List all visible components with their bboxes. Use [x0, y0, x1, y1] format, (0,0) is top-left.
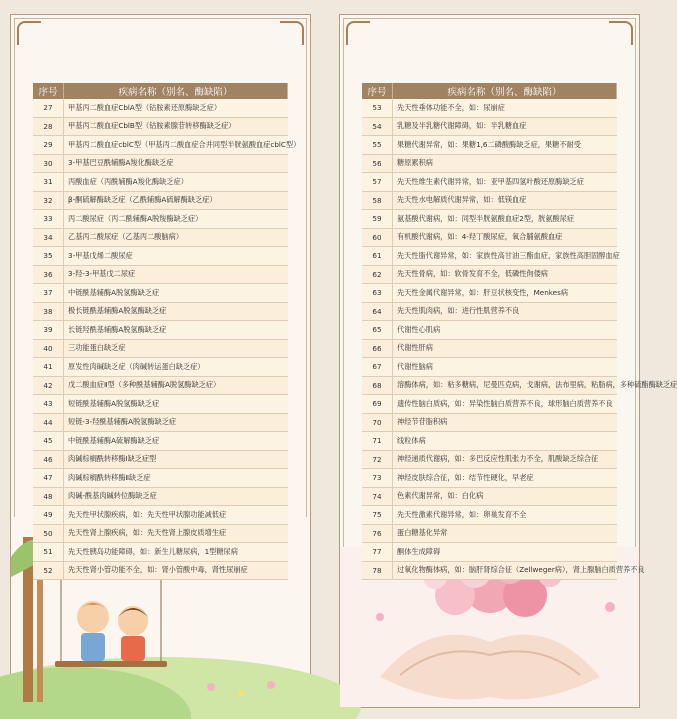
table-row — [362, 376, 617, 395]
row-number: 71 — [362, 432, 393, 451]
row-number: 34 — [33, 228, 64, 247]
disease-name: 氨基酸代谢病，如：同型半胱氨酸血症2型，胱氨酸尿症 — [393, 210, 617, 229]
disease-name: 原发性肉碱缺乏症（肉碱转运蛋白缺乏症） — [64, 358, 288, 377]
row-number: 39 — [33, 321, 64, 340]
table-row — [33, 450, 288, 469]
row-number: 77 — [362, 543, 393, 562]
row-number: 47 — [33, 469, 64, 488]
disease-name: 蛋白糖基化异常 — [393, 524, 617, 543]
row-number: 43 — [33, 395, 64, 414]
row-number: 69 — [362, 395, 393, 414]
header-name: 疾病名称（别名、酶缺陷） — [393, 83, 617, 99]
row-number: 46 — [33, 450, 64, 469]
row-number: 60 — [362, 228, 393, 247]
table-row — [362, 450, 617, 469]
table-row — [33, 228, 288, 247]
table-row — [33, 358, 288, 377]
disease-name: 神经节苷脂积病 — [393, 413, 617, 432]
row-number: 56 — [362, 154, 393, 173]
table-header — [362, 83, 617, 99]
row-number: 53 — [362, 99, 393, 117]
disease-name: 肉碱棕榈酰转移酶Ⅱ缺乏症 — [64, 469, 288, 488]
row-number: 70 — [362, 413, 393, 432]
table-row — [362, 506, 617, 525]
disease-name: 戊二酸血症Ⅱ型（多种酰基辅酶A脱氢酶缺乏症） — [64, 376, 288, 395]
row-number: 62 — [362, 265, 393, 284]
row-number: 33 — [33, 210, 64, 229]
table-row — [362, 191, 617, 210]
table-body — [362, 99, 677, 580]
row-number: 36 — [33, 265, 64, 284]
table-row — [362, 432, 617, 451]
table-row — [362, 543, 617, 562]
table-row — [33, 154, 288, 173]
header-name: 疾病名称（别名、酶缺陷） — [64, 83, 288, 99]
table-row — [33, 395, 288, 414]
row-number: 48 — [33, 487, 64, 506]
disease-table-left — [33, 83, 301, 580]
table-row — [33, 136, 288, 155]
row-number: 27 — [33, 99, 64, 117]
row-number: 68 — [362, 376, 393, 395]
disease-name: 先天性肌肉病，如：进行性肌营养不良 — [393, 302, 617, 321]
table-row — [33, 99, 288, 117]
row-number: 41 — [33, 358, 64, 377]
disease-name: 甲基丙二酸血症CblA型（钴胺素还原酶缺乏症） — [64, 99, 288, 117]
row-number: 57 — [362, 173, 393, 192]
row-number: 72 — [362, 450, 393, 469]
disease-name: 短链酰基辅酶A脱氢酶缺乏症 — [64, 395, 288, 414]
table-row — [33, 561, 288, 580]
table-row — [362, 395, 617, 414]
disease-name: 极长链酰基辅酶A脱氢酶缺乏症 — [64, 302, 288, 321]
disease-name: 肉碱-酰基肉碱转位酶缺乏症 — [64, 487, 288, 506]
disease-name: 代谢性肝病 — [393, 339, 617, 358]
disease-name: 糖原累积病 — [393, 154, 617, 173]
row-number: 42 — [33, 376, 64, 395]
row-number: 30 — [33, 154, 64, 173]
table-row — [33, 469, 288, 488]
table-row — [33, 302, 288, 321]
disease-name: 3-甲基巴豆酰辅酶A羧化酶缺乏症 — [64, 154, 288, 173]
table-row — [362, 247, 617, 266]
disease-name: 甲基丙二酸血症cblC型（甲基丙二酸血症合并同型半胱氨酸血症cblC型） — [64, 136, 288, 155]
corner-ornament — [280, 21, 304, 45]
disease-name: 神经皮肤综合征，如：结节性硬化，早老症 — [393, 469, 617, 488]
table-row — [33, 432, 288, 451]
row-number: 66 — [362, 339, 393, 358]
table-row — [362, 154, 617, 173]
table-row — [33, 284, 288, 303]
left-panel — [10, 14, 311, 708]
table-row — [33, 210, 288, 229]
table-row — [33, 413, 288, 432]
row-number: 29 — [33, 136, 64, 155]
corner-ornament — [346, 21, 370, 45]
disease-name: 代谢性脑病 — [393, 358, 617, 377]
disease-name: 短链-3-羟酰基辅酶A脱氢酶缺乏症 — [64, 413, 288, 432]
row-number: 73 — [362, 469, 393, 488]
row-number: 28 — [33, 117, 64, 136]
disease-name: 线粒体病 — [393, 432, 617, 451]
table-row — [33, 117, 288, 136]
corner-ornament — [609, 21, 633, 45]
row-number: 31 — [33, 173, 64, 192]
disease-name: β-酮硫解酶缺乏症（乙酰辅酶A硫解酶缺乏症） — [64, 191, 288, 210]
table-row — [362, 265, 617, 284]
table-row — [33, 524, 288, 543]
disease-name: 神经递质代谢病，如：多巴反应性肌张力不全，肌酸缺乏综合征 — [393, 450, 617, 469]
row-number: 76 — [362, 524, 393, 543]
disease-name: 长链羟酰基辅酶A脱氢酶缺乏症 — [64, 321, 288, 340]
disease-name: 遗传性脑白质病，如：异染性脑白质营养不良，球形脑白质营养不良 — [393, 395, 617, 414]
table-row — [33, 506, 288, 525]
table-row — [33, 543, 288, 562]
row-number: 40 — [33, 339, 64, 358]
disease-name: 果糖代谢异常，如：果糖1,6二磷酸酶缺乏症，果糖不耐受 — [393, 136, 617, 155]
corner-ornament — [17, 21, 41, 45]
row-number: 50 — [33, 524, 64, 543]
table-row — [33, 265, 288, 284]
row-number: 59 — [362, 210, 393, 229]
disease-name: 中链酰基辅酶A脱氢酶缺乏症 — [64, 284, 288, 303]
disease-name: 三功能蛋白缺乏症 — [64, 339, 288, 358]
table-row — [362, 339, 617, 358]
disease-name: 有机酸代谢病，如：4-羟丁酸尿症，氧合脯氨酸血症 — [393, 228, 617, 247]
table-row — [362, 117, 617, 136]
row-number: 49 — [33, 506, 64, 525]
table-body — [33, 99, 301, 580]
row-number: 63 — [362, 284, 393, 303]
row-number: 58 — [362, 191, 393, 210]
disease-name: 先天性水电解质代谢异常，如：低镁血症 — [393, 191, 617, 210]
row-number: 44 — [33, 413, 64, 432]
table-row — [33, 339, 288, 358]
table-row — [362, 302, 617, 321]
disease-name: 先天性维生素代谢异常，如：亚甲基四氢叶酸还原酶缺乏症 — [393, 173, 617, 192]
disease-table-right — [362, 83, 677, 580]
disease-name: 3-甲基戊烯二酸尿症 — [64, 247, 288, 266]
row-number: 35 — [33, 247, 64, 266]
table-row — [33, 247, 288, 266]
table-row — [362, 210, 617, 229]
disease-name: 先天性肾上腺疾病，如：先天性肾上腺皮质增生症 — [64, 524, 288, 543]
row-number: 38 — [33, 302, 64, 321]
disease-name: 乙基丙二酸尿症（乙基丙二酸脑病） — [64, 228, 288, 247]
disease-name: 代谢性心肌病 — [393, 321, 617, 340]
table-row — [362, 99, 617, 117]
disease-name: 先天性肾小管功能不全，如：肾小管酸中毒，肾性尿崩症 — [64, 561, 288, 580]
table-row — [362, 228, 617, 247]
disease-name: 丙二酸尿症（丙二酰辅酶A脱羧酶缺乏症） — [64, 210, 288, 229]
row-number: 32 — [33, 191, 64, 210]
right-panel — [339, 14, 677, 708]
table-row — [362, 284, 617, 303]
table-row — [362, 321, 617, 340]
disease-name: 甲基丙二酸血症CblB型（钴胺素腺苷转移酶缺乏症） — [64, 117, 288, 136]
row-number: 67 — [362, 358, 393, 377]
row-number: 54 — [362, 117, 393, 136]
table-row — [33, 321, 288, 340]
disease-name: 中链酰基辅酶A硫解酶缺乏症 — [64, 432, 288, 451]
disease-name: 溶酶体病，如：粘多糖病，尼曼匹克病，戈谢病，法布里病，粘脂病，多种硫酯酶缺乏症 — [393, 376, 617, 395]
disease-name: 色素代谢异常，如：白化病 — [393, 487, 617, 506]
row-number: 37 — [33, 284, 64, 303]
table-row — [362, 487, 617, 506]
header-num: 序号 — [362, 83, 393, 99]
table-row — [33, 487, 288, 506]
table-header — [33, 83, 288, 99]
disease-name: 乳糖及半乳糖代谢障碍，如：半乳糖血症 — [393, 117, 617, 136]
row-number: 61 — [362, 247, 393, 266]
disease-name: 先天性垂体功能不全，如：尿崩症 — [393, 99, 617, 117]
row-number: 78 — [362, 561, 393, 580]
row-number: 51 — [33, 543, 64, 562]
row-number: 74 — [362, 487, 393, 506]
disease-name: 丙酸血症（丙酰辅酶A羧化酶缺乏症） — [64, 173, 288, 192]
disease-name: 肉碱棕榈酰转移酶Ⅰ缺乏症型 — [64, 450, 288, 469]
table-row — [362, 413, 617, 432]
table-row — [362, 136, 617, 155]
disease-name: 酮体生成障碍 — [393, 543, 617, 562]
disease-name: 先天性胰岛功能障碍，如：新生儿糖尿病，1型糖尿病 — [64, 543, 288, 562]
table-row — [362, 358, 617, 377]
disease-name: 先天性骨病，如：软骨发育不全，低磷性佝偻病 — [393, 265, 617, 284]
table-row — [33, 191, 288, 210]
table-row — [362, 524, 617, 543]
disease-name: 先天性脂代谢异常，如：家族性高甘油三酯血症，家族性高胆固醇血症 — [393, 247, 617, 266]
table-row — [362, 561, 617, 580]
row-number: 55 — [362, 136, 393, 155]
table-row — [33, 173, 288, 192]
table-row — [33, 376, 288, 395]
row-number: 52 — [33, 561, 64, 580]
disease-name: 过氧化物酶体病，如：脑肝肾综合征（Zellweger病），肾上腺脑白质营养不良 — [393, 561, 617, 580]
table-row — [362, 469, 617, 488]
row-number: 75 — [362, 506, 393, 525]
header-num: 序号 — [33, 83, 64, 99]
disease-name: 先天性金属代谢异常，如：肝豆状核变性，Menkes病 — [393, 284, 617, 303]
table-row — [362, 173, 617, 192]
row-number: 45 — [33, 432, 64, 451]
row-number: 64 — [362, 302, 393, 321]
disease-name: 先天性甲状腺疾病，如：先天性甲状腺功能减低症 — [64, 506, 288, 525]
row-number: 65 — [362, 321, 393, 340]
disease-name: 先天性激素代谢异常，如：卵巢发育不全 — [393, 506, 617, 525]
disease-name: 3-羟-3-甲基戊二尿症 — [64, 265, 288, 284]
